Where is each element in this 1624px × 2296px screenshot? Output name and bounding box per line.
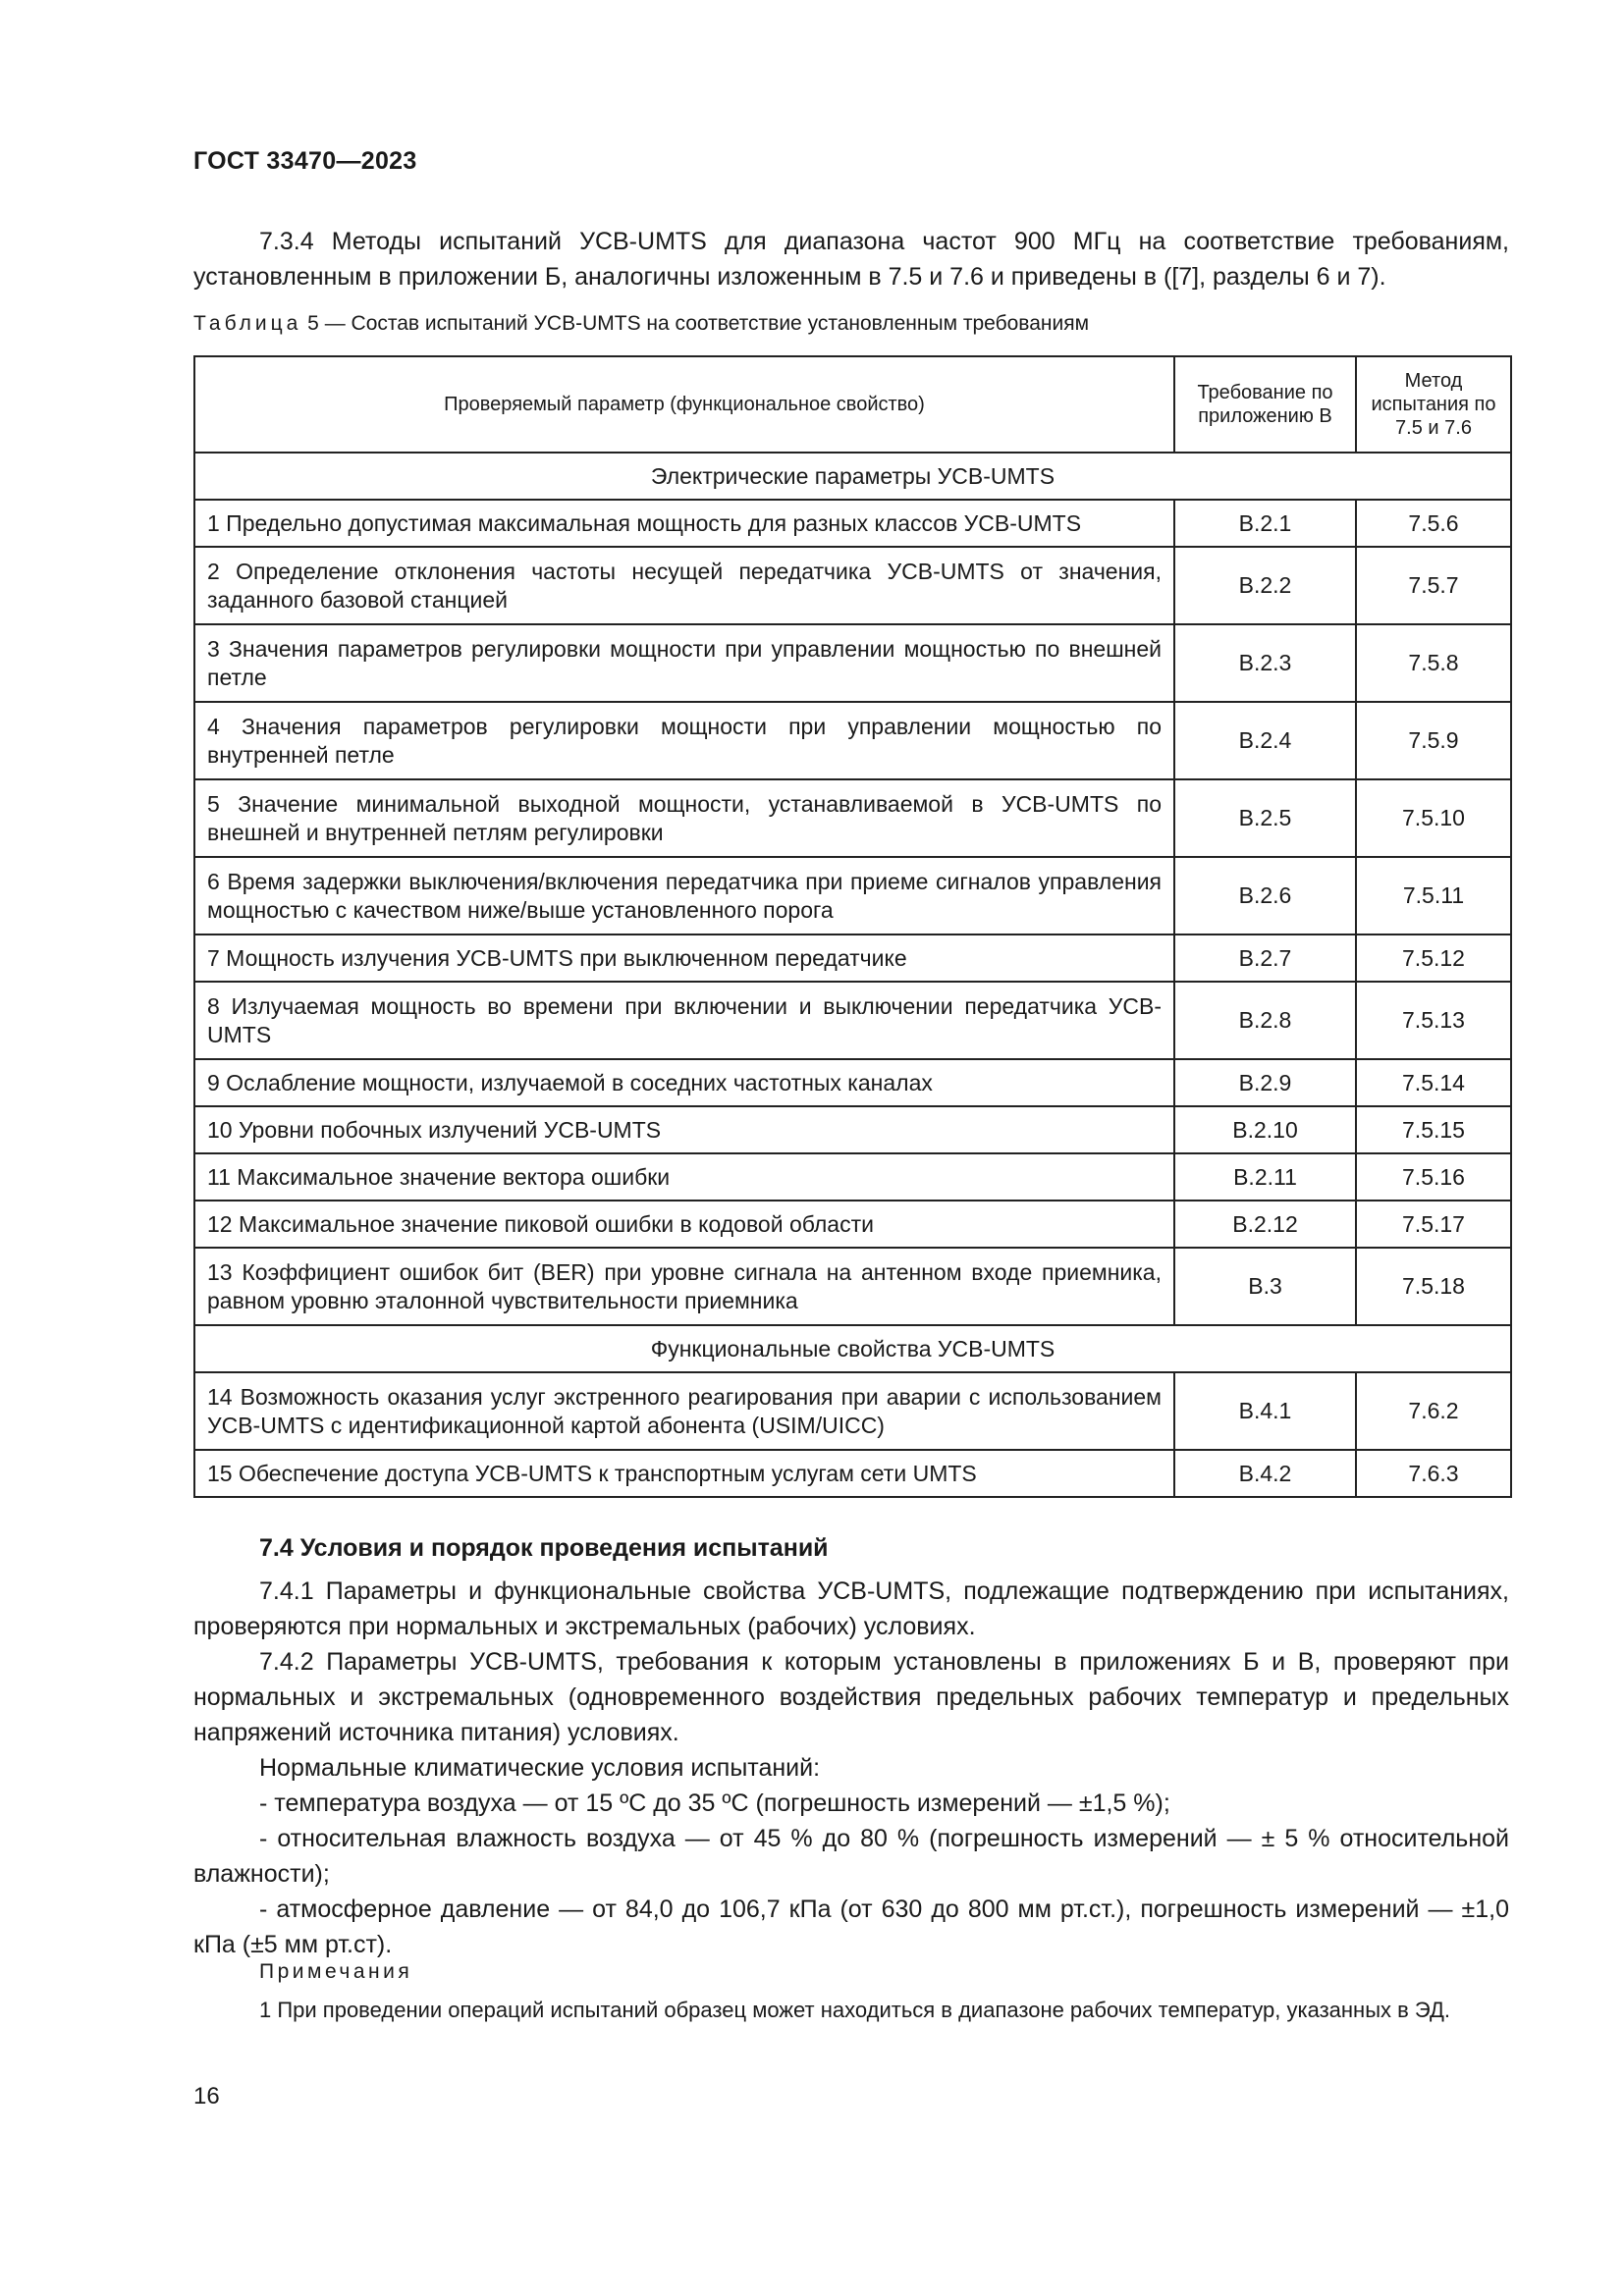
table-caption (193, 312, 1089, 336)
cell-param: 10 Уровни побочных излучений УСВ-UMTS (194, 1106, 1174, 1153)
table-row (194, 1450, 1511, 1497)
cell-param: 6 Время задержки выключения/включения передатчика при приеме сигналов управления мощностью с качеством ниже/выше установленного порога (194, 857, 1174, 934)
table-section-row (194, 1325, 1511, 1372)
header-param: Проверяемый параметр (функциональное свойство) (194, 356, 1174, 453)
header-requirement: Требование по приложению В (1174, 356, 1356, 453)
notes-title: Примечания (259, 1960, 413, 1983)
cell-param: 5 Значение минимальной выходной мощности, устанавливаемой в УСВ-UMTS по внешней и внутренней петлям регулировки (194, 779, 1174, 857)
table-section-title: Функциональные свойства УСВ-UMTS (194, 1325, 1511, 1372)
paragraph-climate-intro: Нормальные климатические условия испытаний: (259, 1754, 821, 1782)
cell-param: 14 Возможность оказания услуг экстренного реагирования при аварии с использованием УСВ-UMTS с идентификационной картой абонента (USIM/UICC) (194, 1372, 1174, 1450)
cell-method: 7.5.14 (1356, 1059, 1511, 1106)
cell-method: 7.5.18 (1356, 1248, 1511, 1325)
table-row (194, 547, 1511, 624)
list-item: - атмосферное давление — от 84,0 до 106,7 кПа (от 630 до 800 мм рт.ст.), погрешность измерений — ±1,0 кПа (±5 мм рт.ст). (193, 1896, 1509, 1958)
cell-method: 7.6.3 (1356, 1450, 1511, 1497)
cell-method: 7.5.11 (1356, 857, 1511, 934)
table-row (194, 624, 1511, 702)
note-1: 1 При проведении операций испытаний образец может находиться в диапазоне рабочих температур, указанных в ЭД. (259, 1998, 1451, 2022)
table-row (194, 1248, 1511, 1325)
cell-param: 1 Предельно допустимая максимальная мощность для разных классов УСВ-UMTS (194, 500, 1174, 547)
cell-method: 7.5.8 (1356, 624, 1511, 702)
table-row (194, 1372, 1511, 1450)
cell-param: 4 Значения параметров регулировки мощности при управлении мощностью по внутренней петле (194, 702, 1174, 779)
cell-method: 7.5.10 (1356, 779, 1511, 857)
cell-requirement: В.2.8 (1174, 982, 1356, 1059)
table-row (194, 702, 1511, 779)
cell-requirement: В.4.2 (1174, 1450, 1356, 1497)
cell-param: 8 Излучаемая мощность во времени при включении и выключении передатчика УСВ-UMTS (194, 982, 1174, 1059)
cell-requirement: В.2.4 (1174, 702, 1356, 779)
cell-requirement: В.2.9 (1174, 1059, 1356, 1106)
cell-requirement: В.2.1 (1174, 500, 1356, 547)
cell-method: 7.5.6 (1356, 500, 1511, 547)
cell-requirement: В.2.7 (1174, 934, 1356, 982)
table-row (194, 1201, 1511, 1248)
cell-requirement: В.4.1 (1174, 1372, 1356, 1450)
list-item: - относительная влажность воздуха — от 45 % до 80 % (погрешность измерений — ± 5 % относительной влажности); (193, 1825, 1509, 1888)
cell-param: 13 Коэффициент ошибок бит (BER) при уровне сигнала на антенном входе приемника, равном уровню эталонной чувствительности приемника (194, 1248, 1174, 1325)
paragraph-7-4-1: 7.4.1 Параметры и функциональные свойства УСВ-UMTS, подлежащие подтверждению при испытаниях, проверяются при нормальных и экстремальных (рабочих) условиях. (193, 1577, 1509, 1640)
cell-method: 7.5.9 (1356, 702, 1511, 779)
table-caption-word: Таблица (193, 312, 302, 335)
cell-requirement: В.3 (1174, 1248, 1356, 1325)
table-body (194, 453, 1511, 1497)
cell-requirement: В.2.12 (1174, 1201, 1356, 1248)
paragraph-7-3-4: 7.3.4 Методы испытаний УСВ-UMTS для диапазона частот 900 МГц на соответствие требованиям, установленным в приложении Б, аналогичны изложенным в 7.5 и 7.6 и приведены в ([7], разделы 6 и 7). (193, 228, 1509, 291)
cell-method: 7.5.12 (1356, 934, 1511, 982)
cell-requirement: В.2.5 (1174, 779, 1356, 857)
cell-param: 12 Максимальное значение пиковой ошибки в кодовой области (194, 1201, 1174, 1248)
requirements-table (193, 355, 1512, 1498)
header-method: Метод испытания по 7.5 и 7.6 (1356, 356, 1511, 453)
cell-requirement: В.2.11 (1174, 1153, 1356, 1201)
table-caption-text: 5 — Состав испытаний УСВ-UMTS на соответствие установленным требованиям (301, 312, 1090, 335)
table-row (194, 500, 1511, 547)
cell-method: 7.5.17 (1356, 1201, 1511, 1248)
document-id: ГОСТ 33470—2023 (193, 147, 417, 175)
paragraph-7-4-2: 7.4.2 Параметры УСВ-UMTS, требования к которым установлены в приложениях Б и В, проверяют при нормальных и экстремальных (одновременного воздействия предельных рабочих температур и предельных напряжений источника питания) условиях. (193, 1648, 1509, 1746)
cell-requirement: В.2.2 (1174, 547, 1356, 624)
table-row (194, 857, 1511, 934)
cell-requirement: В.2.10 (1174, 1106, 1356, 1153)
page-number: 16 (193, 2083, 220, 2109)
cell-param: 11 Максимальное значение вектора ошибки (194, 1153, 1174, 1201)
table-row (194, 1106, 1511, 1153)
cell-method: 7.5.15 (1356, 1106, 1511, 1153)
cell-requirement: В.2.6 (1174, 857, 1356, 934)
table-row (194, 982, 1511, 1059)
cell-method: 7.5.13 (1356, 982, 1511, 1059)
table-section-title: Электрические параметры УСВ-UMTS (194, 453, 1511, 500)
section-heading-7-4: 7.4 Условия и порядок проведения испытаний (259, 1534, 829, 1562)
cell-param: 7 Мощность излучения УСВ-UMTS при выключенном передатчике (194, 934, 1174, 982)
table-row (194, 1059, 1511, 1106)
cell-requirement: В.2.3 (1174, 624, 1356, 702)
table-row (194, 779, 1511, 857)
cell-param: 3 Значения параметров регулировки мощности при управлении мощностью по внешней петле (194, 624, 1174, 702)
cell-method: 7.6.2 (1356, 1372, 1511, 1450)
table-section-row (194, 453, 1511, 500)
table-row (194, 1153, 1511, 1201)
cell-param: 2 Определение отклонения частоты несущей передатчика УСВ-UMTS от значения, заданного базовой станцией (194, 547, 1174, 624)
table-row (194, 934, 1511, 982)
table-header-row (194, 356, 1511, 453)
cell-param: 15 Обеспечение доступа УСВ-UMTS к транспортным услугам сети UMTS (194, 1450, 1174, 1497)
list-item: - температура воздуха — от 15 ºС до 35 ºС (погрешность измерений — ±1,5 %); (259, 1789, 1170, 1817)
cell-method: 7.5.16 (1356, 1153, 1511, 1201)
cell-param: 9 Ослабление мощности, излучаемой в соседних частотных каналах (194, 1059, 1174, 1106)
cell-method: 7.5.7 (1356, 547, 1511, 624)
